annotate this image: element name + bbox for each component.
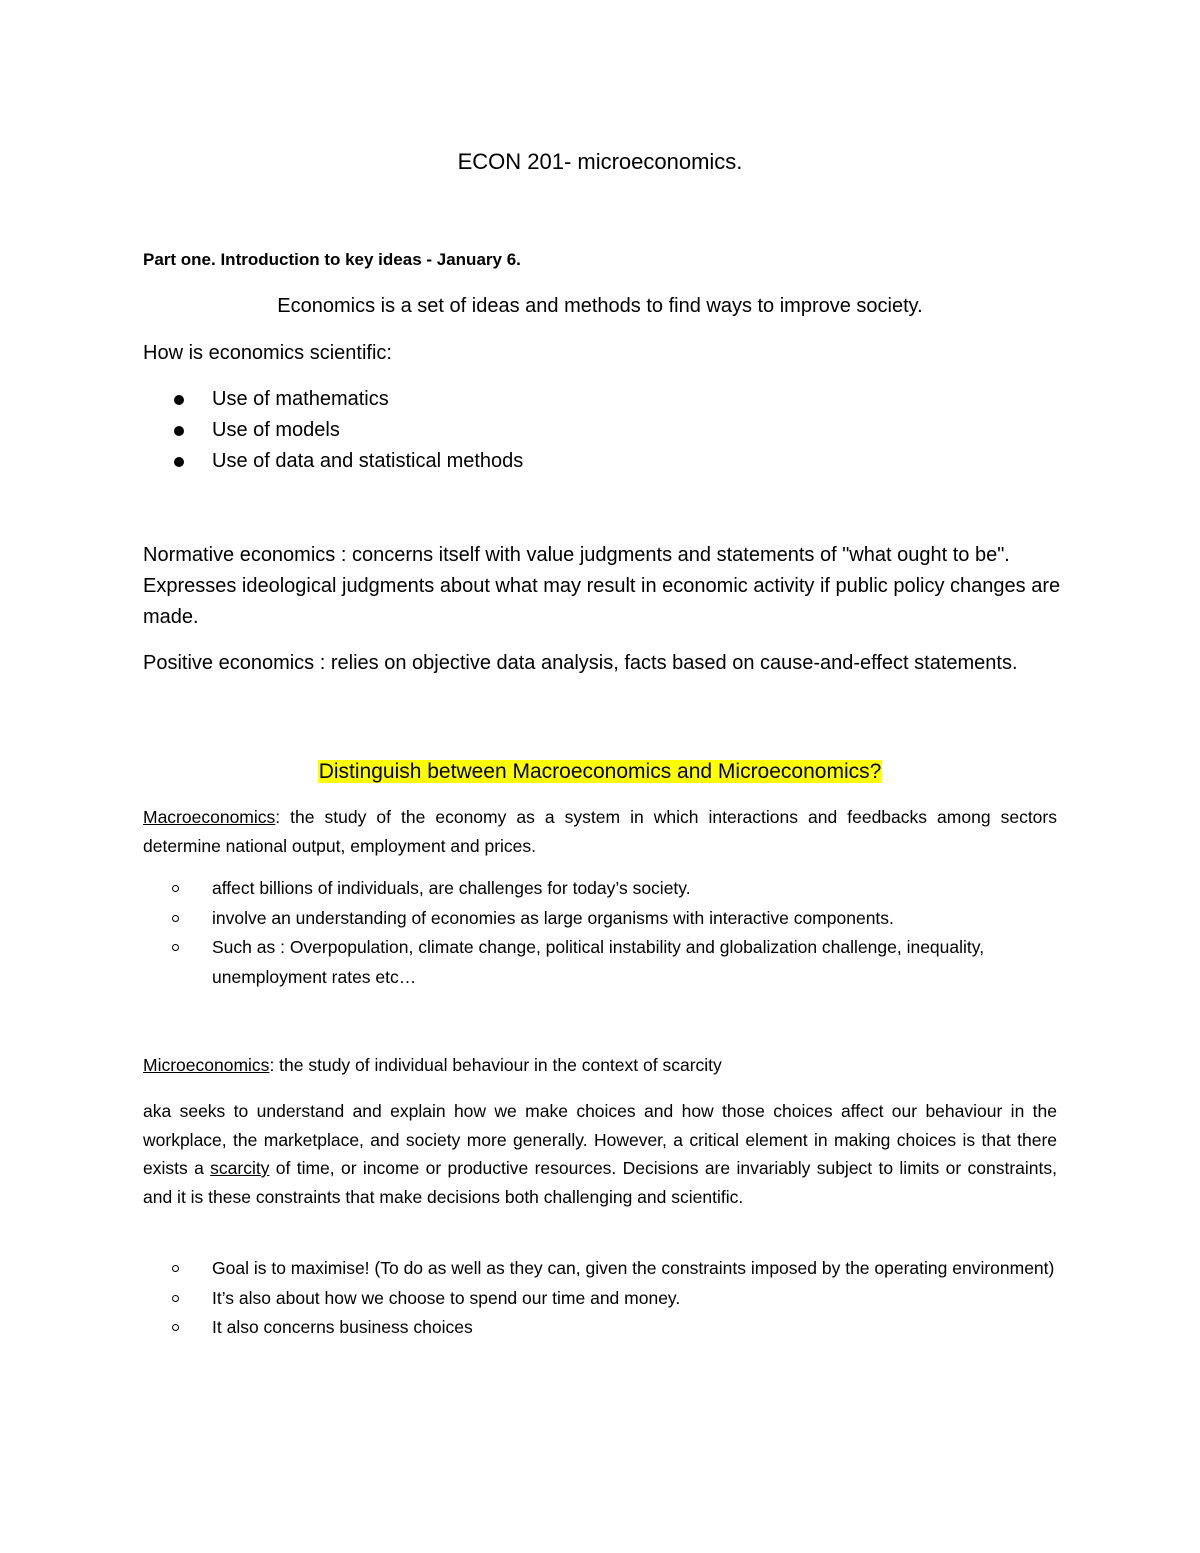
list-item	[172, 1313, 1057, 1343]
positive-economics-paragraph: Positive economics : relies on objective data analysis, facts based on cause-and-effect statements.	[143, 652, 1018, 674]
bullet-text: Use of mathematics	[212, 388, 389, 410]
list-item-text: It also concerns business choices	[212, 1317, 473, 1337]
microeconomics-list	[172, 1254, 1057, 1343]
bullet-text: Use of models	[212, 419, 340, 441]
circle-bullet-icon	[172, 1265, 179, 1272]
list-item	[172, 1254, 1057, 1284]
microeconomics-paragraph	[143, 1097, 1057, 1211]
paragraph-text-start: aka seeks to understand and explain how we make choices and how those choices affect our behaviour in the workplace, the marketplace, and society more generally. However, a critical element in making choices is that there exists a	[143, 1101, 1057, 1178]
normative-economics-paragraph: Normative economics : concerns itself with value judgments and statements of "what ought to be". Expresses ideological judgments about what may result in economic activity if public policy changes are made.	[143, 544, 1061, 628]
list-item	[172, 384, 523, 415]
circle-bullet-icon	[172, 1295, 179, 1302]
economics-definition: Economics is a set of ideas and methods to find ways to improve society.	[277, 295, 923, 317]
list-item-text: involve an understanding of economies as large organisms with interactive components.	[212, 907, 894, 928]
list-item	[172, 446, 523, 477]
circle-bullet-icon	[172, 1324, 179, 1331]
scientific-bullet-list	[172, 384, 523, 477]
list-item	[172, 933, 1057, 992]
list-item	[172, 874, 1057, 904]
list-item-text: Goal is to maximise! (To do as well as they can, given the constraints imposed by the operating environment)	[212, 1258, 1055, 1278]
microeconomics-definition-text: : the study of individual behaviour in the context of scarcity	[269, 1055, 722, 1075]
scarcity-term: scarcity	[210, 1158, 270, 1178]
highlighted-heading	[0, 758, 1200, 786]
bullet-icon	[174, 426, 184, 436]
list-item	[172, 904, 1057, 934]
highlighted-heading-text: Distinguish between Macroeconomics and Microeconomics?	[318, 760, 882, 783]
macroeconomics-definition	[143, 803, 1057, 860]
circle-bullet-icon	[172, 885, 179, 892]
part-heading: Part one. Introduction to key ideas - January 6.	[143, 250, 521, 269]
list-item-text: affect billions of individuals, are challenges for today’s society.	[212, 878, 691, 898]
macroeconomics-definition-text: : the study of the economy as a system in which interactions and feedbacks among sectors determine national output, employment and prices.	[143, 807, 1057, 856]
document-title: ECON 201- microeconomics.	[457, 149, 743, 174]
bullet-icon	[174, 457, 184, 467]
list-item-text: Such as : Overpopulation, climate change, political instability and globalization challenge, inequality, unemployment rates etc…	[212, 937, 985, 987]
list-item-text: It’s also about how we choose to spend our time and money.	[212, 1287, 681, 1308]
microeconomics-definition	[143, 1051, 1057, 1080]
bullet-icon	[174, 395, 184, 405]
list-item	[172, 1284, 1057, 1314]
scientific-question: How is economics scientific:	[143, 342, 392, 364]
macroeconomics-list	[172, 874, 1057, 992]
microeconomics-term: Microeconomics	[143, 1055, 270, 1075]
paragraph-text-end: of time, or income or productive resources. Decisions are invariably subject to limits or constraints, and it is these constraints that make decisions both challenging and scientific.	[143, 1158, 1057, 1207]
bullet-text: Use of data and statistical methods	[212, 450, 524, 472]
circle-bullet-icon	[172, 915, 179, 922]
macroeconomics-term: Macroeconomics	[143, 807, 276, 827]
circle-bullet-icon	[172, 944, 179, 951]
list-item	[172, 415, 523, 446]
